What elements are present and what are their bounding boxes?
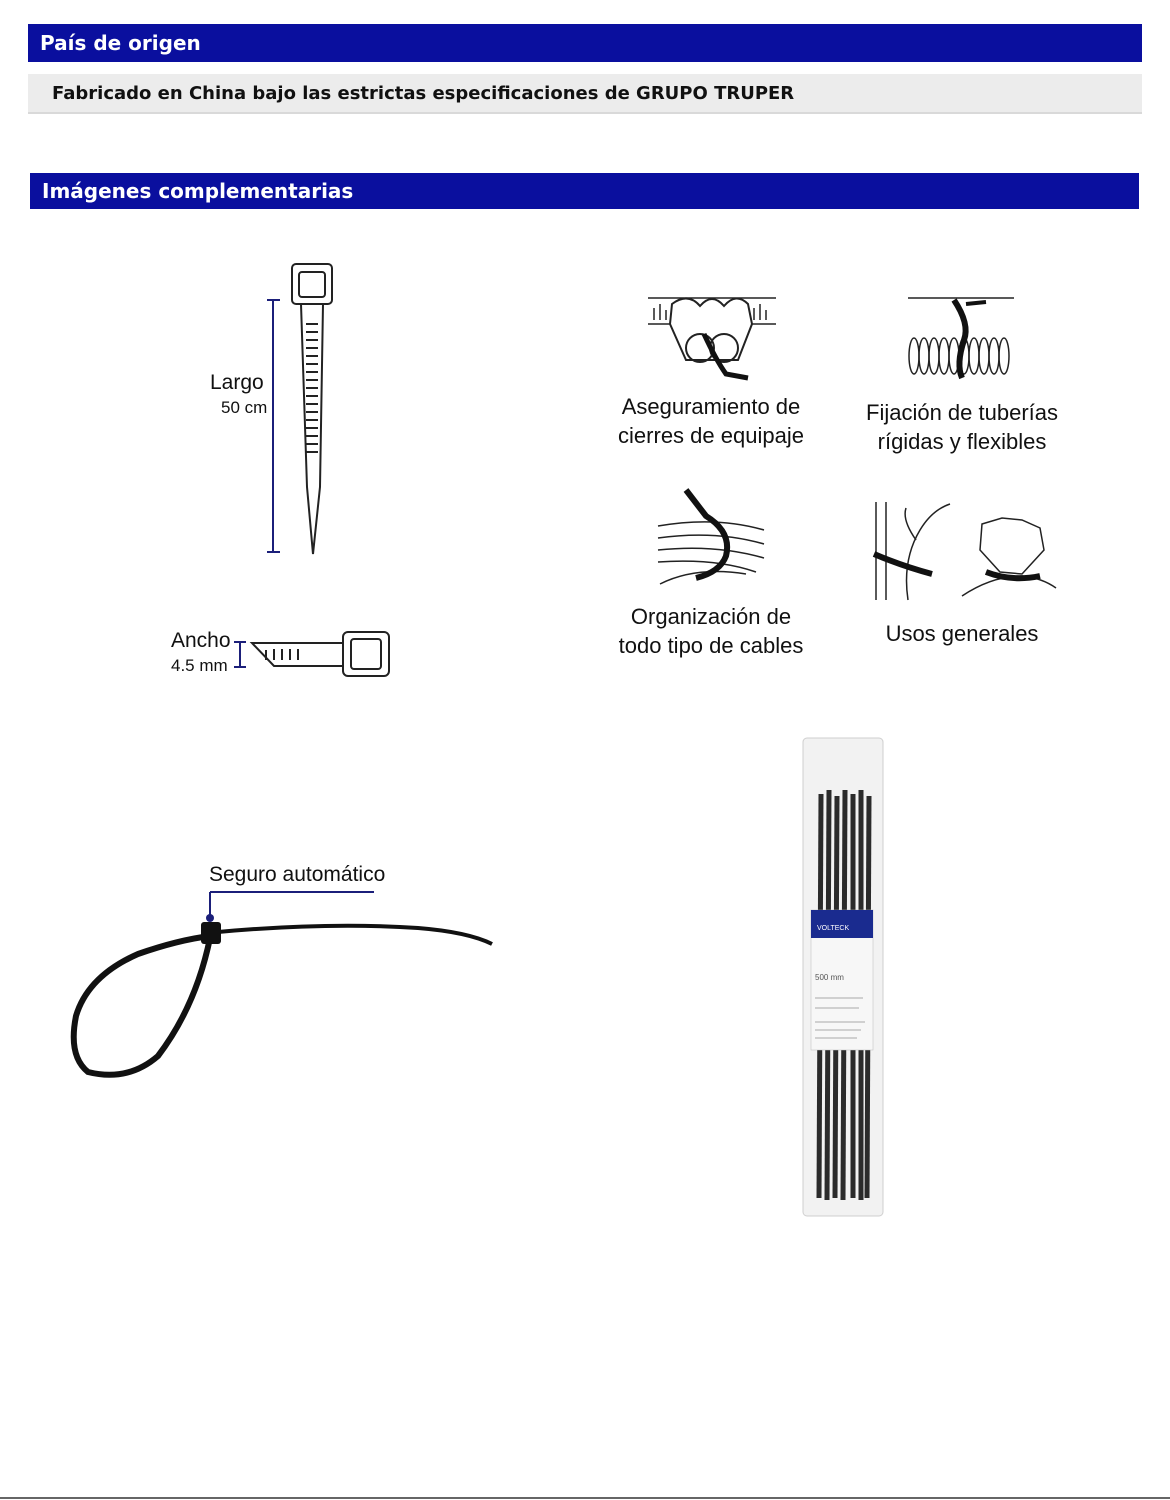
width-value: 4.5 mm [171,656,228,675]
section-header-origin [28,24,1142,62]
use-label-general [848,619,1076,648]
use-label-line2: rígidas y flexibles [877,429,1047,454]
origin-text-row [28,74,1142,114]
use-label-line2: cierres de equipaje [618,423,804,448]
section-title-images: Imágenes complementarias [42,179,354,203]
package-image [803,738,885,1218]
lock-callout-label: Seguro automático [209,863,386,886]
section-title-origin: País de origen [40,31,201,55]
origin-text: Fabricado en China bajo las estrictas especificaciones de GRUPO TRUPER [52,82,795,104]
general-use-icon [872,500,1058,604]
package-size: 500 mm [815,973,844,982]
use-label-line1: Fijación de tuberías [866,400,1058,425]
use-label-line1: Aseguramiento de [621,394,801,419]
cables-icon [656,486,766,586]
length-value: 50 cm [221,398,268,417]
use-label-line1: Usos generales [885,621,1039,646]
black-cable-tie-image [68,886,508,1086]
width-label: Ancho [171,629,231,652]
use-label-line2: todo tipo de cables [618,633,804,658]
length-label: Largo [210,371,264,394]
page-bottom-rule [0,1497,1170,1499]
luggage-icon [648,290,778,382]
cable-tie-width-diagram [232,630,392,680]
use-label-luggage [598,392,824,450]
section-header-images [30,173,1139,209]
package-brand: VOLTECK [817,925,850,932]
use-label-line1: Organización de [630,604,792,629]
pipe-icon [906,294,1016,384]
cable-tie-length-diagram [262,262,342,562]
use-label-pipes [848,398,1076,456]
use-label-cables [598,602,824,660]
